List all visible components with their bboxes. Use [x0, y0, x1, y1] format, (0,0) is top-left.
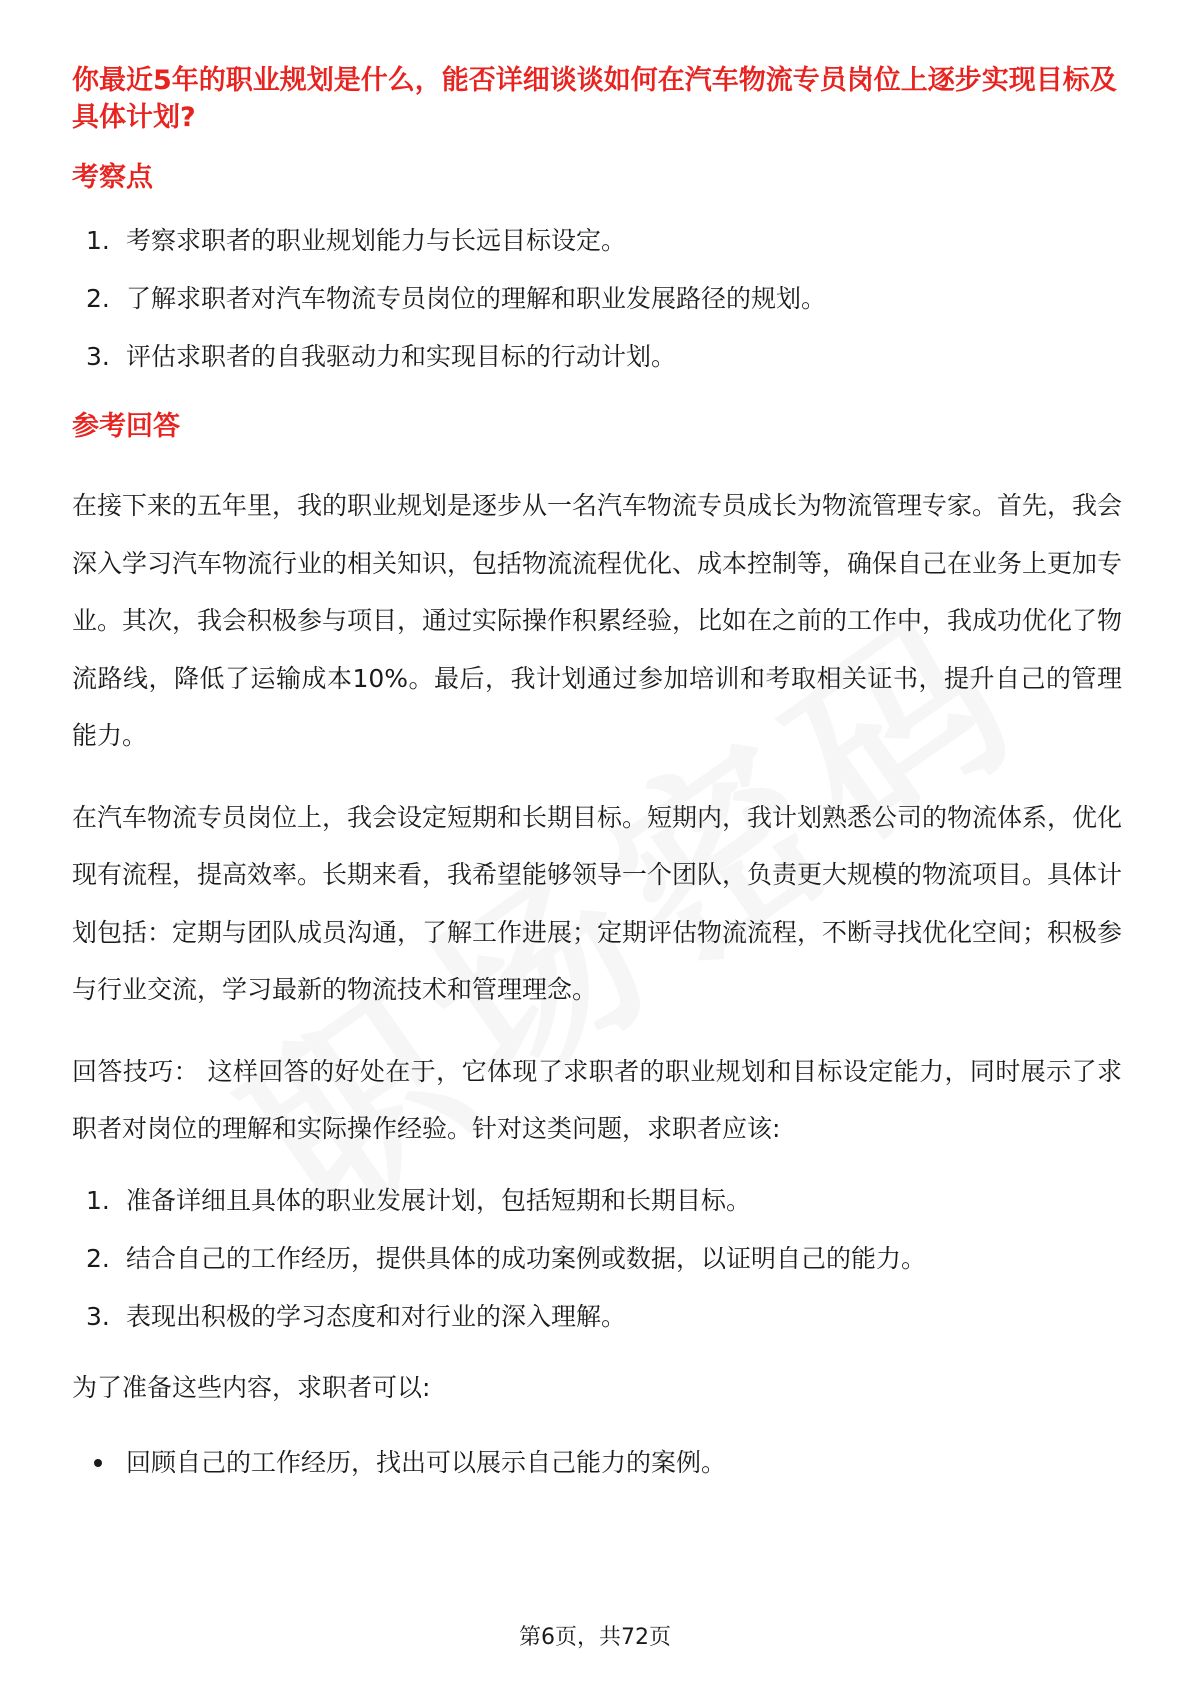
- list-item-text: 准备详细且具体的职业发展计划，包括短期和长期目标。: [126, 1185, 752, 1215]
- bullet-item-text: 回顾自己的工作经历，找出可以展示自己能力的案例。: [126, 1448, 727, 1477]
- list-item-number: 3.: [86, 342, 110, 371]
- list-item-text: 了解求职者对汽车物流专员岗位的理解和职业发展路径的规划。: [126, 284, 827, 313]
- list-item-number: 2.: [86, 1243, 110, 1273]
- page-number-footer: 第6页，共72页: [519, 1625, 671, 1650]
- list-item-text: 考察求职者的职业规划能力与长远目标设定。: [126, 226, 627, 255]
- answer-paragraph-2: 在汽车物流专员岗位上，我会设定短期和长期目标。短期内，我计划熟悉公司的物流体系，优化现有流程，提高效率。长期来看，我希望能够领导一个团队，负责更大规模的物流项目。具体计划包括：定期与团队成员沟通，了解工作进展；定期评估物流流程，不断寻找优化空间；积极参与行业交流，学习最新的物流技术和管理理念。: [72, 802, 1123, 1004]
- list-item-number: 2.: [86, 284, 110, 313]
- bullet-dot-icon: [94, 1459, 102, 1467]
- list-item: [72, 1298, 1122, 1335]
- section-heading-kaocha: 考察点: [72, 162, 153, 193]
- list-item: [72, 1240, 1122, 1277]
- list-item-number: 1.: [86, 1185, 110, 1215]
- list-item: [72, 280, 1122, 317]
- bullet-item: [72, 1444, 1122, 1481]
- list-item-text: 结合自己的工作经历，提供具体的成功案例或数据，以证明自己的能力。: [126, 1243, 927, 1273]
- answer-paragraph-1: 在接下来的五年里，我的职业规划是逐步从一名汽车物流专员成长为物流管理专家。首先，我会深入学习汽车物流行业的相关知识，包括物流流程优化、成本控制等，确保自己在业务上更加专业。其次，我会积极参与项目，通过实际操作积累经验，比如在之前的工作中，我成功优化了物流路线，降低了运输成本10%。最后，我计划通过参加培训和考取相关证书，提升自己的管理能力。: [72, 491, 1123, 750]
- list-item: [72, 1182, 1122, 1219]
- list-item-number: 3.: [86, 1301, 110, 1331]
- list-item-text: 评估求职者的自我驱动力和实现目标的行动计划。: [126, 342, 677, 371]
- prepare-bullet-list: [72, 1444, 1122, 1481]
- section-heading-cankao: 参考回答: [72, 411, 180, 442]
- prepare-paragraph: 为了准备这些内容，求职者可以:: [72, 1372, 431, 1402]
- tips-list: [72, 1182, 1122, 1335]
- page-content: [72, 62, 1122, 1481]
- kaocha-list: [72, 222, 1122, 375]
- list-item-number: 1.: [86, 226, 110, 255]
- answer-tips-paragraph: 回答技巧： 这样回答的好处在于，它体现了求职者的职业规划和目标设定能力，同时展示了求职者对岗位的理解和实际操作经验。针对这类问题，求职者应该:: [72, 1056, 1122, 1143]
- question-title: 你最近5年的职业规划是什么，能否详细谈谈如何在汽车物流专员岗位上逐步实现目标及具体计划?: [72, 65, 1117, 133]
- list-item: [72, 222, 1122, 259]
- list-item-text: 表现出积极的学习态度和对行业的深入理解。: [126, 1301, 627, 1331]
- list-item: [72, 338, 1122, 375]
